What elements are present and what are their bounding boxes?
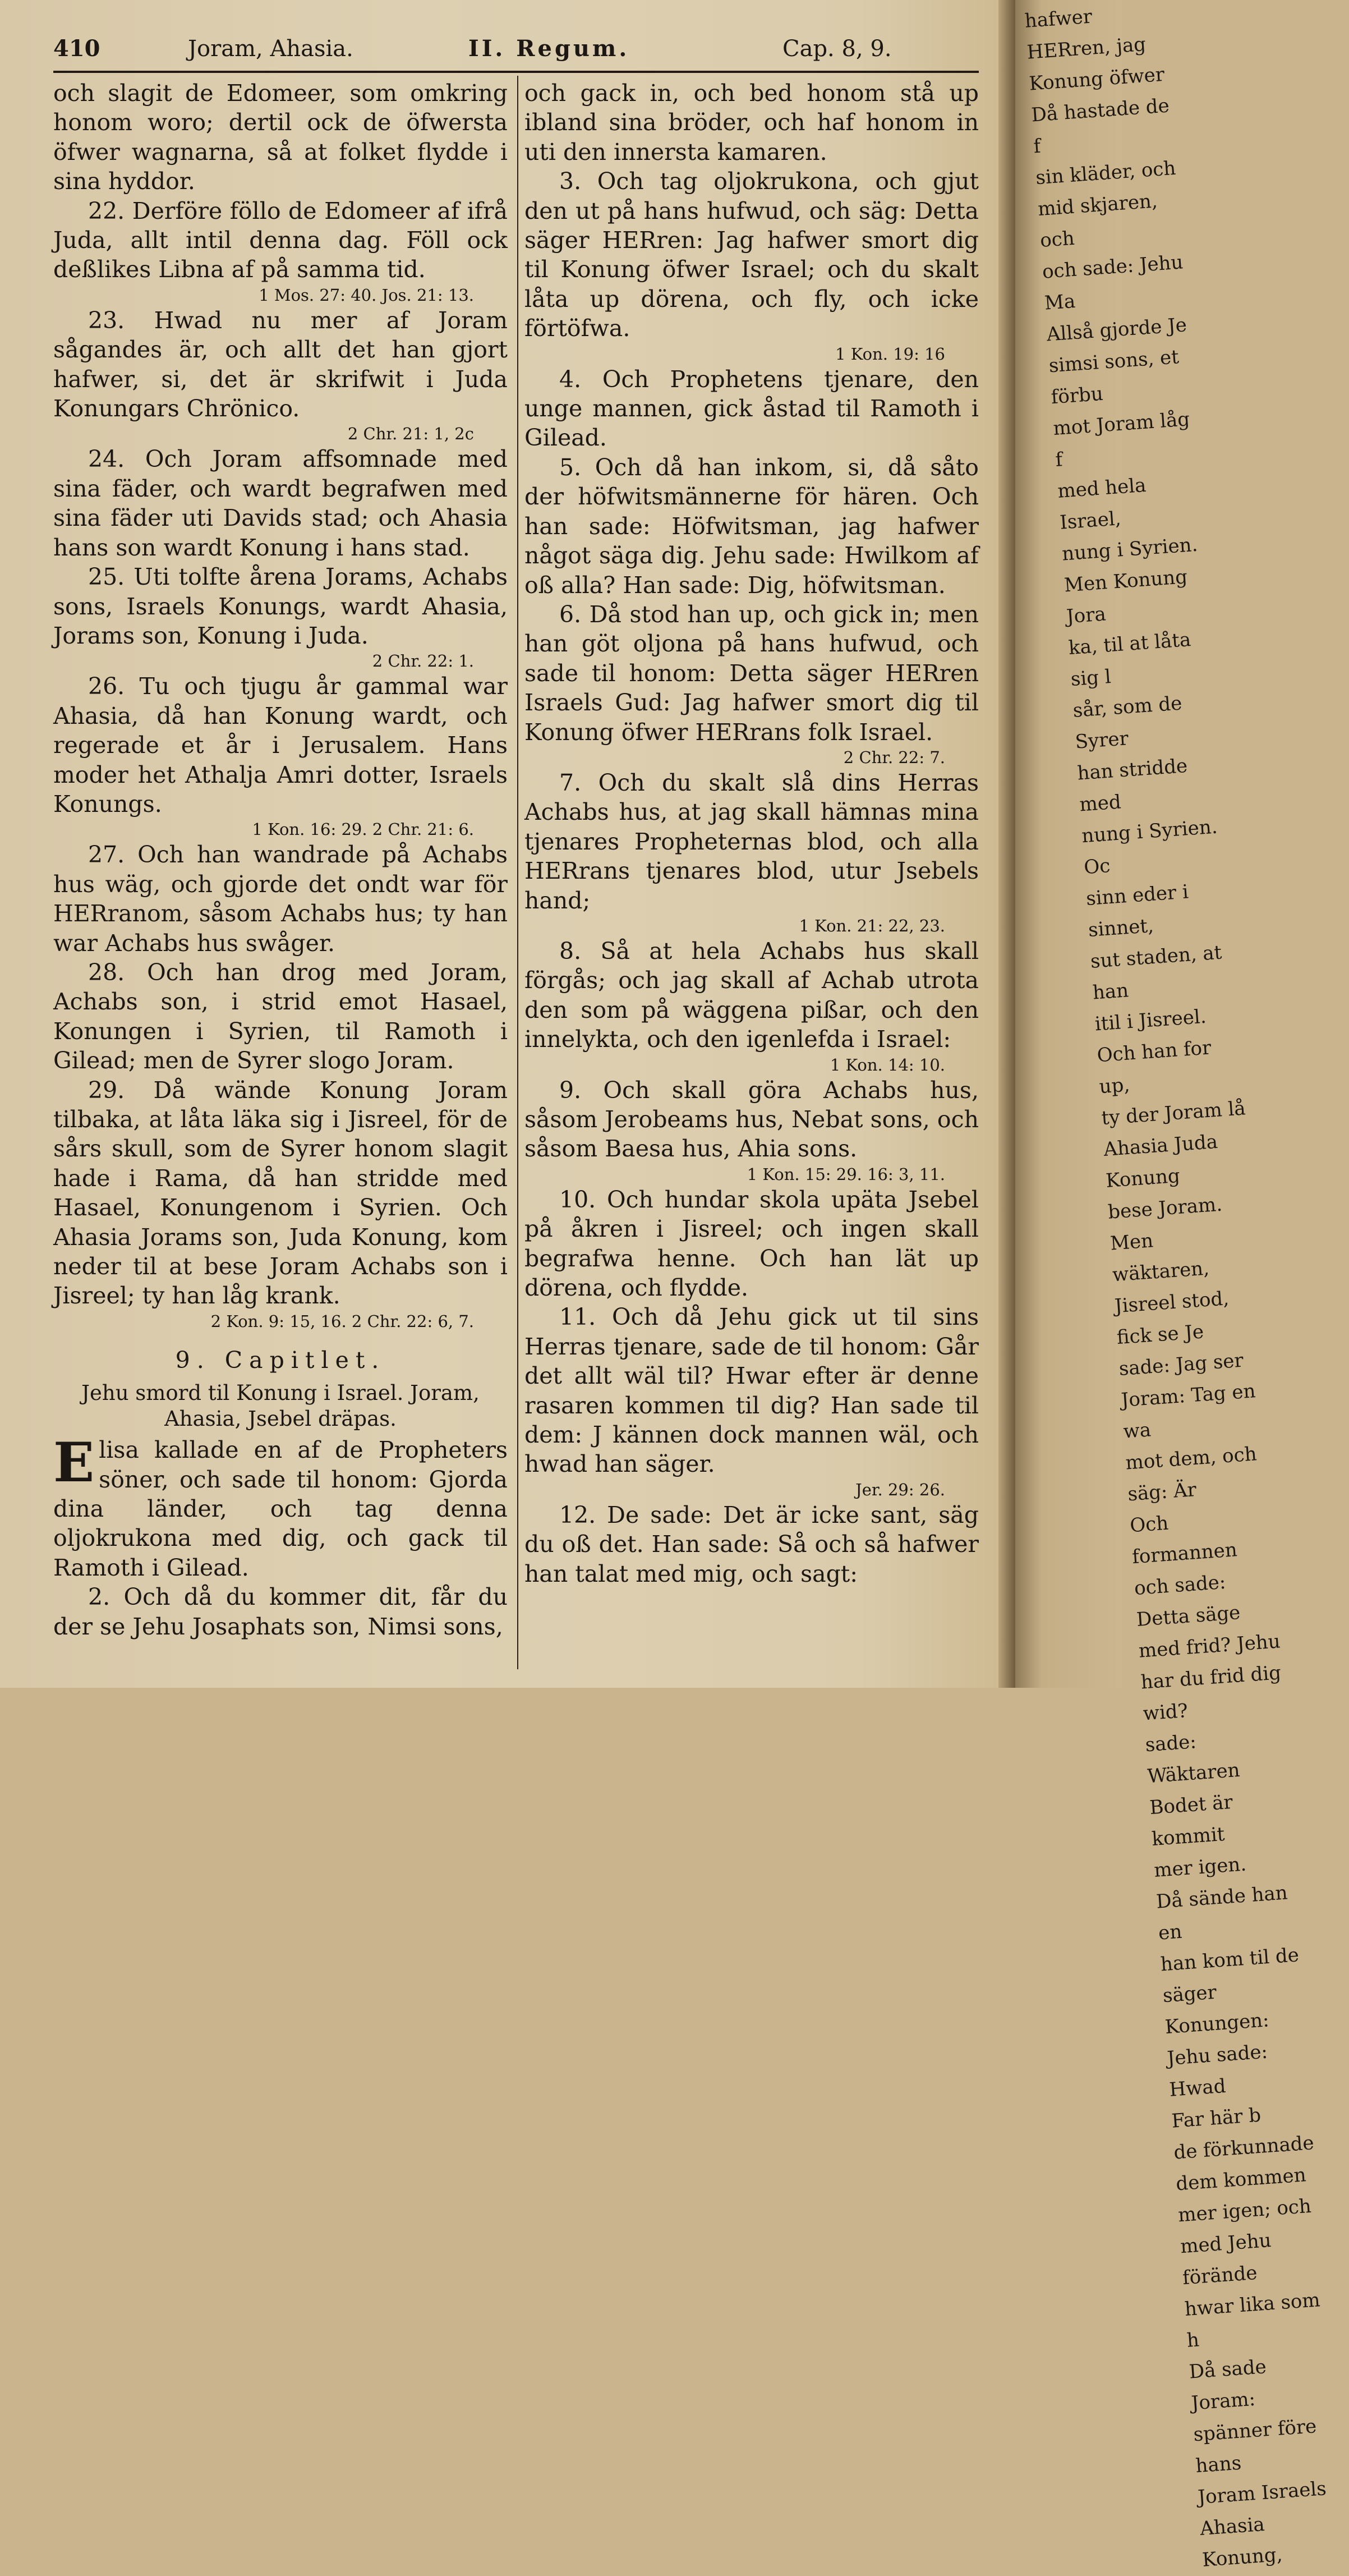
running-title: Joram, Ahasia. xyxy=(188,36,353,62)
verse-9: 9. Och skall göra Achabs hus, såsom Jerobeams hus, Nebat sons, och såsom Baesa hus, Ahia sons. xyxy=(524,1076,979,1163)
verse-29: 29. Då wände Konung Joram tilbaka, at låta läka sig i Jisreel, för de sårs skull, som de Syrer honom slagit hade i Rama, då han stridde med Hasael, Konungenom i Syrien. Och Ahasia Jorams son, Juda Konung, kom neder til at bese Joram Achabs son i Jisreel; ty han låg krank. xyxy=(53,1076,508,1310)
drop-cap: E xyxy=(53,1431,95,1495)
chapter-reference: Cap. 8, 9. xyxy=(782,36,892,62)
verse-1-text: lisa kallade en af de Propheters söner, och sade til honom: Gjorda dina länder, och tag denna oljokrukona med dig, och gack til Ramoth i Gilead. xyxy=(53,1436,508,1581)
book-title: II. Regum. xyxy=(468,35,630,62)
facing-page-text: hafwer HERren, jag Konung öfwer Då hastade de f sin kläder, och mid skjaren, och och sade: Jehu Ma Allså gjorde Je simsi sons, et förbu mot Joram låg f med hela Israel, nung i Syrien. Men Konung Jora ka, til at låta sig l sår, som de Syrer han stridde med nung i Syrien. Oc sinn eder i sinnet, sut staden, at han itil i Jisreel. Och han for up, ty der Joram lå Ahasia Juda Konung bese Joram. Men wäktaren, Jisreel stod, fick se Je sade: Jag ser Joram: Tag en wa mot dem, och säg: Är Och formannen och sade: Detta säge med frid? Jehu har du frid dig wid? sade: Wäktaren Bodet är kommit mer igen. Då sände han en han kom til de säger Konungen: Jehu sade: Hwad Far här b de förkunnade dem kommen mer igen; och med Jehu förände hwar lika som h Då sade Joram: spänner före hans Joram Israels Ahasia Konung, xyxy=(1024,5,1327,2572)
cross-reference: Jer. 29: 26. xyxy=(855,1480,945,1499)
chapter-heading: 9. Capitlet. xyxy=(175,1346,386,1374)
verse-26: 26. Tu och tjugu år gammal war Ahasia, då han Konung wardt, och regerade et år i Jerusalem. Hans moder het Athalja Amri dotter, Israels Konungs. xyxy=(53,673,508,818)
page-number: 410 xyxy=(53,35,100,62)
verse-5: 5. Och då han inkom, si, då såto der höfwitsmännerne för hären. Och han sade: Höfwitsman, jag hafwer något säga dig. Jehu sade: Hwilkom af oß alla? Han sade: Dig, höfwitsman. xyxy=(524,453,979,599)
verse-4: 4. Och Prophetens tjenare, den unge mannen, gick åstad til Ramoth i Gilead. xyxy=(524,365,979,452)
cross-reference: 2 Chr. 22: 7. xyxy=(843,747,945,767)
verse-6: 6. Då stod han up, och gick in; men han göt oljona på hans hufwud, och sade til honom: Detta säger HERren Israels Gud: Jag hafwer smort dig til Konung öfwer HERrans folk Israel. xyxy=(524,600,979,746)
verse-8: 8. Så at hela Achabs hus skall förgås; och jag skall af Achab utrota den som på wäggena pißar, och den innelykta, och den igenlefda i Israel: xyxy=(524,937,979,1053)
verse-3: 3. Och tag oljokrukona, och gjut den ut på hans hufwud, och säg: Detta säger HERren: Jag hafwer smort dig til Konung öfwer Israel; och du skalt låta up dörena, och fly, och icke förtöfwa. xyxy=(524,168,979,342)
book-page xyxy=(0,0,1012,1688)
verse-24: 24. Och Joram affsomnade med sina fäder, och wardt begrafwen med sina fäder uti Davids stad; och Ahasia hans son wardt Konung i hans stad. xyxy=(53,446,508,561)
cross-reference: 2 Chr. 22: 1. xyxy=(372,651,474,671)
right-column xyxy=(524,79,979,1588)
verse-22: 22. Derföre föllo de Edomeer af ifrå Juda, allt intil denna dag. Föll ock deßlikes Libna af på samma tid. xyxy=(53,197,508,283)
verse-text: och gack in, och bed honom stå up ibland sina bröder, och haf honom in uti den innersta kamaren. xyxy=(524,80,979,166)
verse-23: 23. Hwad nu mer af Joram sågandes är, och allt det han gjort hafwer, si, det är skrifwit i Juda Konungars Chrönico. xyxy=(53,306,508,423)
page-header xyxy=(53,29,979,68)
cross-reference: 2 Kon. 9: 15, 16. 2 Chr. 22: 6, 7. xyxy=(210,1311,474,1331)
column-divider xyxy=(517,76,518,1669)
verse-11: 11. Och då Jehu gick ut til sins Herras tjenare, sade de til honom: Går det allt wäl til? Hwar efter är denne rasaren kommen til dig? Han sade til dem: J kännen dock mannen wäl, och hwad han säger. xyxy=(524,1303,979,1478)
verse-2: 2. Och då du kommer dit, får du der se Jehu Josaphats son, Nimsi sons, xyxy=(53,1583,508,1640)
verse-28: 28. Och han drog med Joram, Achabs son, i strid emot Hasael, Konungen i Syrien, til Ramoth i Gilead; men de Syrer slogo Joram. xyxy=(53,958,508,1075)
verse-25: 25. Uti tolfte årena Jorams, Achabs sons, Israels Konungs, wardt Ahasia, Jorams son, Konung i Juda. xyxy=(53,563,508,649)
verse-27: 27. Och han wandrade på Achabs hus wäg, och gjorde det ondt war för HERranom, såsom Achabs hus; ty han war Achabs hus swåger. xyxy=(53,841,508,957)
cross-reference: 1 Kon. 14: 10. xyxy=(830,1055,945,1075)
header-rule xyxy=(53,71,979,73)
cross-reference: 1 Kon. 19: 16 xyxy=(835,344,945,364)
verse-12: 12. De sade: Det är icke sant, säg du oß det. Han sade: Så och så hafwer han talat med mig, och sagt: xyxy=(524,1501,979,1587)
cross-reference: 1 Mos. 27: 40. Jos. 21: 13. xyxy=(259,285,474,305)
cross-reference: 1 Kon. 16: 29. 2 Chr. 21: 6. xyxy=(252,820,474,839)
verse-7: 7. Och du skalt slå dins Herras Achabs hus, at jag skall hämnas mina tjenares Propheternas blod, och alla HERrans tjenares blod, utur Jsebels hand; xyxy=(524,769,979,914)
cross-reference: 1 Kon. 21: 22, 23. xyxy=(799,916,945,935)
cross-reference: 1 Kon. 15: 29. 16: 3, 11. xyxy=(747,1164,945,1184)
cross-reference: 2 Chr. 21: 1, 2c xyxy=(347,424,474,444)
verse-10: 10. Och hundar skola upäta Jsebel på åkren i Jisreel; och ingen skall begrafwa henne. Och han lät up dörena, och flydde. xyxy=(524,1186,979,1302)
verse-text: och slagit de Edomeer, som omkring honom woro; dertil ock de öfwersta öfwer wagnarna, så at folket flydde i sina hyddor. xyxy=(53,80,508,195)
left-column xyxy=(53,79,508,1641)
facing-page-edge xyxy=(1015,0,1327,2572)
chapter-summary: Jehu smord til Konung i Israel. Joram, Ahasia, Jsebel dräpas. xyxy=(81,1381,480,1431)
verse-1 xyxy=(53,1431,508,1582)
